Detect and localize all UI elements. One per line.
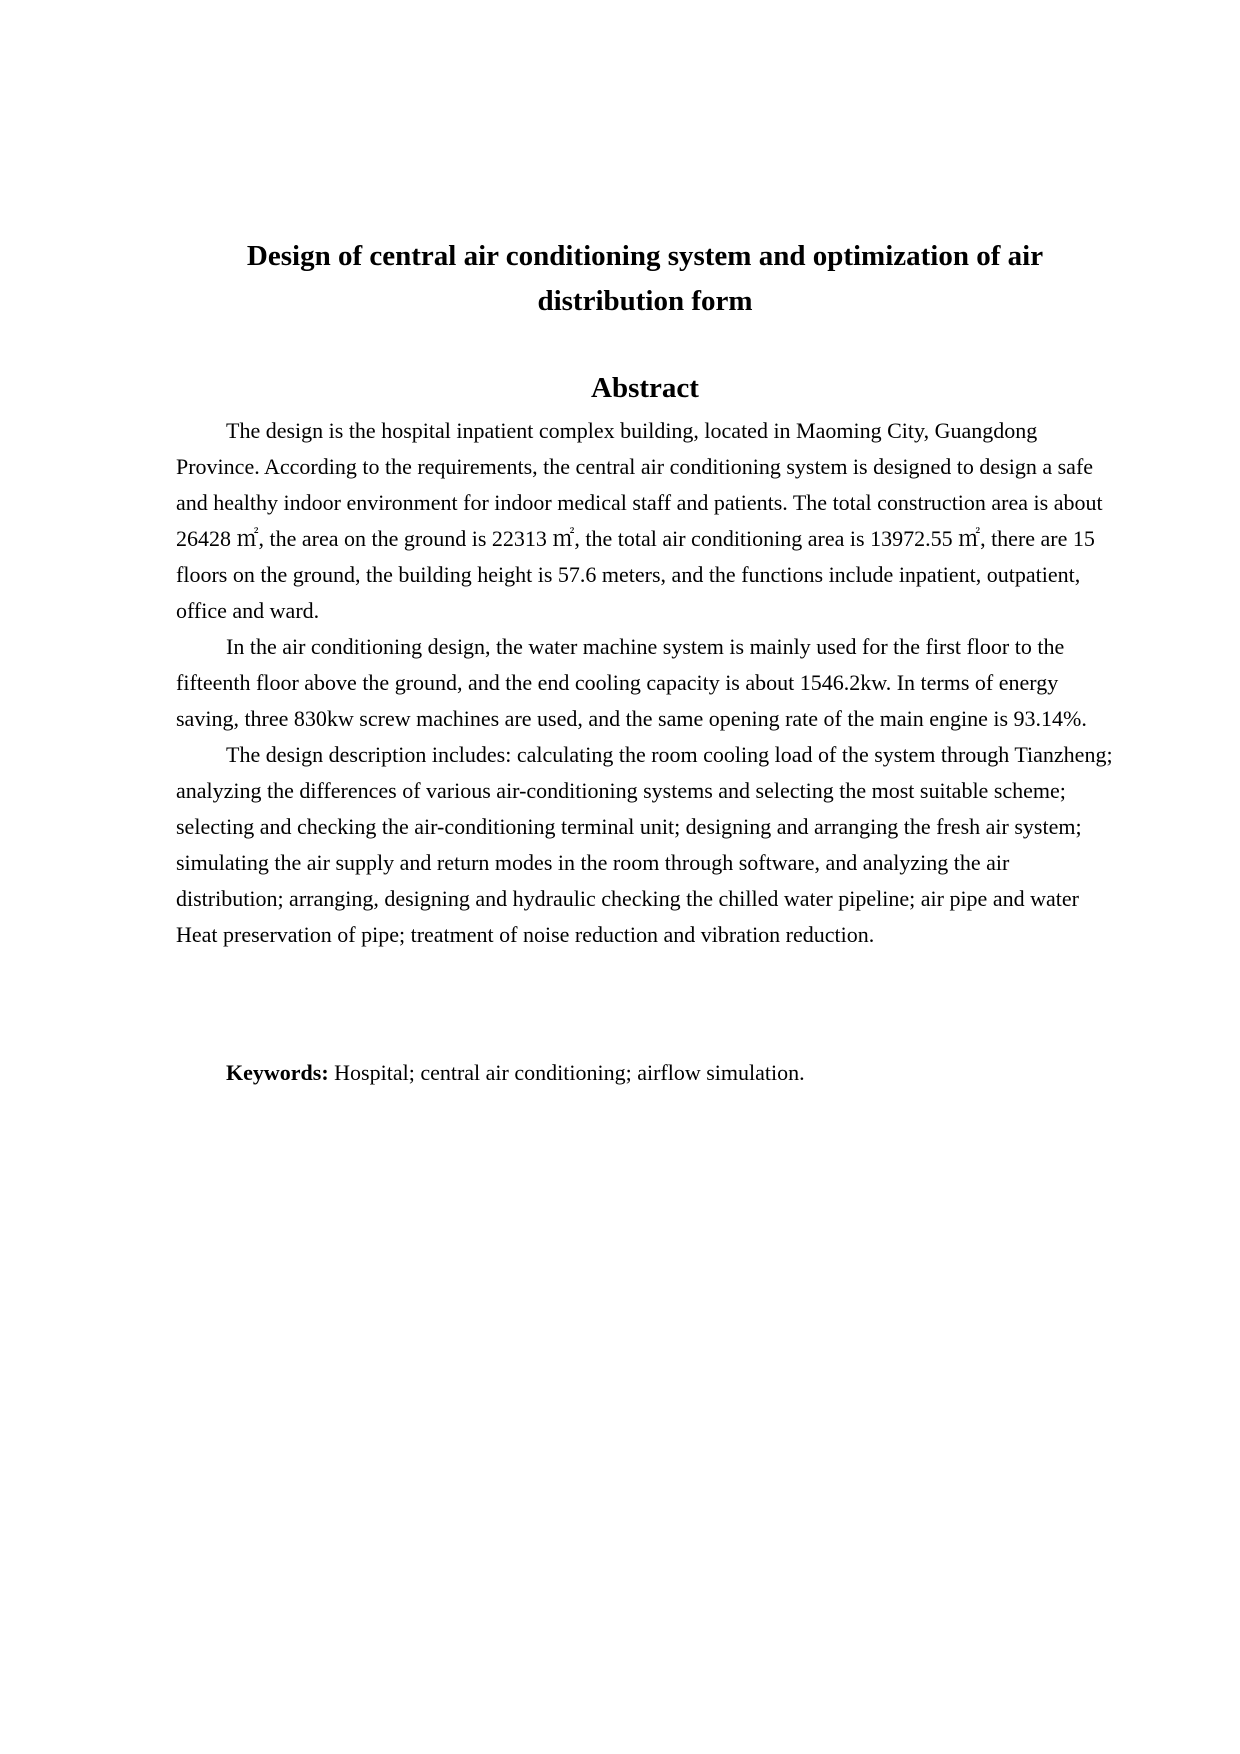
keywords-text: Hospital; central air conditioning; airflow simulation. bbox=[328, 1060, 805, 1085]
keywords-label: Keywords: bbox=[226, 1060, 329, 1085]
abstract-paragraph: The design is the hospital inpatient complex building, located in Maoming City, Guangdong Province. According to the requirements, the central air conditioning system is designed to design a safe and healthy indoor environment for indoor medical staff and patients. The total construction area is about 26428 ㎡, the area on the ground is 22313 ㎡, the total air conditioning area is 13972.55 ㎡, there are 15 floors on the ground, the building height is 57.6 meters, and the functions include inpatient, outpatient, office and ward. bbox=[176, 418, 1103, 623]
abstract-heading: Abstract bbox=[591, 372, 699, 404]
abstract-paragraph: The design description includes: calculating the room cooling load of the system through Tianzheng; analyzing the differences of various air-conditioning systems and selecting the most suitable scheme; selecting and checking the air-conditioning terminal unit; designing and arranging the fresh air system; simulating the air supply and return modes in the room through software, and analyzing the air distribution; arranging, designing and hydraulic checking the chilled water pipeline; air pipe and water Heat preservation of pipe; treatment of noise reduction and vibration reduction. bbox=[176, 742, 1113, 947]
abstract-paragraph: In the air conditioning design, the water machine system is mainly used for the first floor to the fifteenth floor above the ground, and the end cooling capacity is about 1546.2kw. In terms of energy saving, three 830kw screw machines are used, and the same opening rate of the main engine is 93.14%. bbox=[176, 634, 1087, 731]
document-title: Design of central air conditioning system and optimization of air distribution form bbox=[246, 240, 1044, 317]
abstract-body bbox=[176, 413, 1120, 953]
keywords-line bbox=[226, 1055, 1120, 1091]
